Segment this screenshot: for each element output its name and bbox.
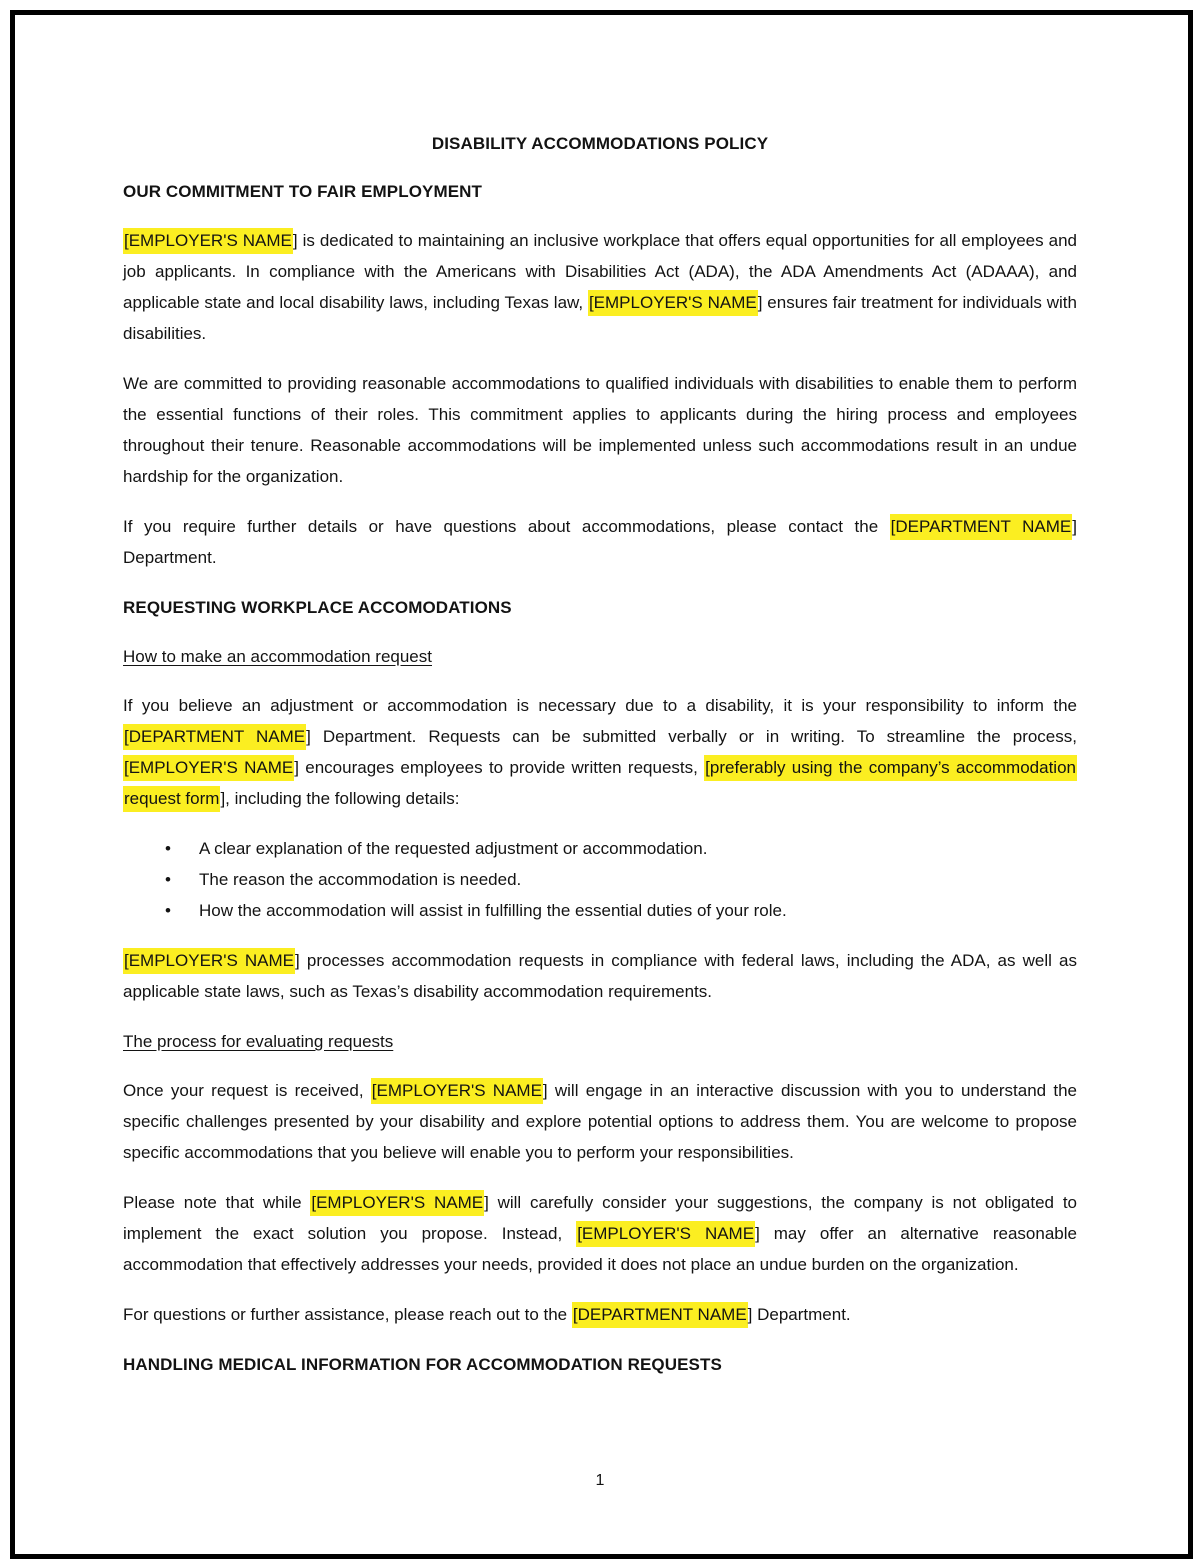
section-heading: HANDLING MEDICAL INFORMATION FOR ACCOMMODATION REQUESTS [123,1355,722,1374]
bullet-item: • A clear explanation of the requested adjustment or accommodation. [123,833,1077,864]
paragraph [123,225,1077,349]
placeholder-highlight: [EMPLOYER'S NAME [371,1078,543,1104]
placeholder-highlight: [DEPARTMENT NAME [890,514,1073,540]
placeholder-highlight: [EMPLOYER'S NAME [576,1221,755,1247]
text-run: ] is dedicated to maintaining an inclusive workplace that offers equal opportunities for all employees and job applicants. In compliance with the Americans with Disabilities Act (ADA), the ADA Amendments Act (ADAAA), and applicable state and local disability laws, including Texas law, [123,231,1077,312]
text-run: ] ensures fair treatment for individuals with disabilities. [123,293,1077,343]
bullet-item: • How the accommodation will assist in fulfilling the essential duties of your role. [123,895,1077,926]
placeholder-highlight: [EMPLOYER'S NAME [123,948,295,974]
document-content [123,128,1077,1398]
bullet-item: • The reason the accommodation is needed. [123,864,1077,895]
text-run: Once your request is received, [123,1081,371,1100]
placeholder-highlight: [EMPLOYER'S NAME [123,228,293,254]
text-run: Please note that while [123,1193,311,1212]
paragraph [123,1299,1077,1330]
section-heading: OUR COMMITMENT TO FAIR EMPLOYMENT [123,182,483,201]
document-body [123,176,1077,1380]
bullet-list [123,833,1077,926]
text-run: We are committed to providing reasonable accommodations to qualified individuals with disabilities to enable them to perform the essential functions of their roles. This commitment applies to applicants during the hiring process and employees throughout their tenure. Reasonable accommodations will be implemented unless such accommodations result in an undue hardship for the organization. [123,374,1077,486]
paragraph [123,1075,1077,1168]
section-heading: REQUESTING WORKPLACE ACCOMODATIONS [123,598,512,617]
page-number: 1 [595,1472,605,1489]
text-run: ] Department. [123,517,1077,567]
placeholder-highlight: [EMPLOYER'S NAME [123,755,294,781]
placeholder-highlight: [DEPARTMENT NAME [572,1302,748,1328]
placeholder-highlight: [preferably using the company’s accommodation request form [123,755,1077,812]
sub-heading: How to make an accommodation request [123,647,432,666]
text-run: ] Department. Requests can be submitted verbally or in writing. To streamline the process, [306,727,1077,746]
paragraph [123,511,1077,573]
text-run: If you believe an adjustment or accommodation is necessary due to a disability, it is your responsibility to inform the [123,696,1077,715]
paragraph [123,1187,1077,1280]
paragraph [123,945,1077,1007]
placeholder-highlight: [EMPLOYER'S NAME [310,1190,484,1216]
text-run: ] may offer an alternative reasonable accommodation that effectively addresses your needs, provided it does not place an undue burden on the organization. [123,1224,1077,1274]
text-run: If you require further details or have questions about accommodations, please contact the [123,517,890,536]
text-run: ] processes accommodation requests in compliance with federal laws, including the ADA, as well as applicable state laws, such as Texas’s disability accommodation requirements. [123,951,1077,1001]
text-run: For questions or further assistance, please reach out to the [123,1305,572,1324]
placeholder-highlight: [DEPARTMENT NAME [123,724,306,750]
sub-heading: The process for evaluating requests [123,1032,394,1051]
document-title: DISABILITY ACCOMMODATIONS POLICY [431,134,769,153]
text-run: ] encourages employees to provide written requests, [294,758,705,777]
text-run: ] will carefully consider your suggestions, the company is not obligated to implement the exact solution you propose. Instead, [123,1193,1077,1243]
text-run: ] will engage in an interactive discussion with you to understand the specific challenges presented by your disability and explore potential options to address them. You are welcome to propose specific accommodations that you believe will enable you to perform your responsibilities. [123,1081,1077,1162]
paragraph [123,368,1077,492]
placeholder-highlight: [EMPLOYER'S NAME [588,290,758,316]
text-run: ] Department. [747,1305,851,1324]
text-run: ], including the following details: [220,789,460,808]
paragraph [123,690,1077,814]
